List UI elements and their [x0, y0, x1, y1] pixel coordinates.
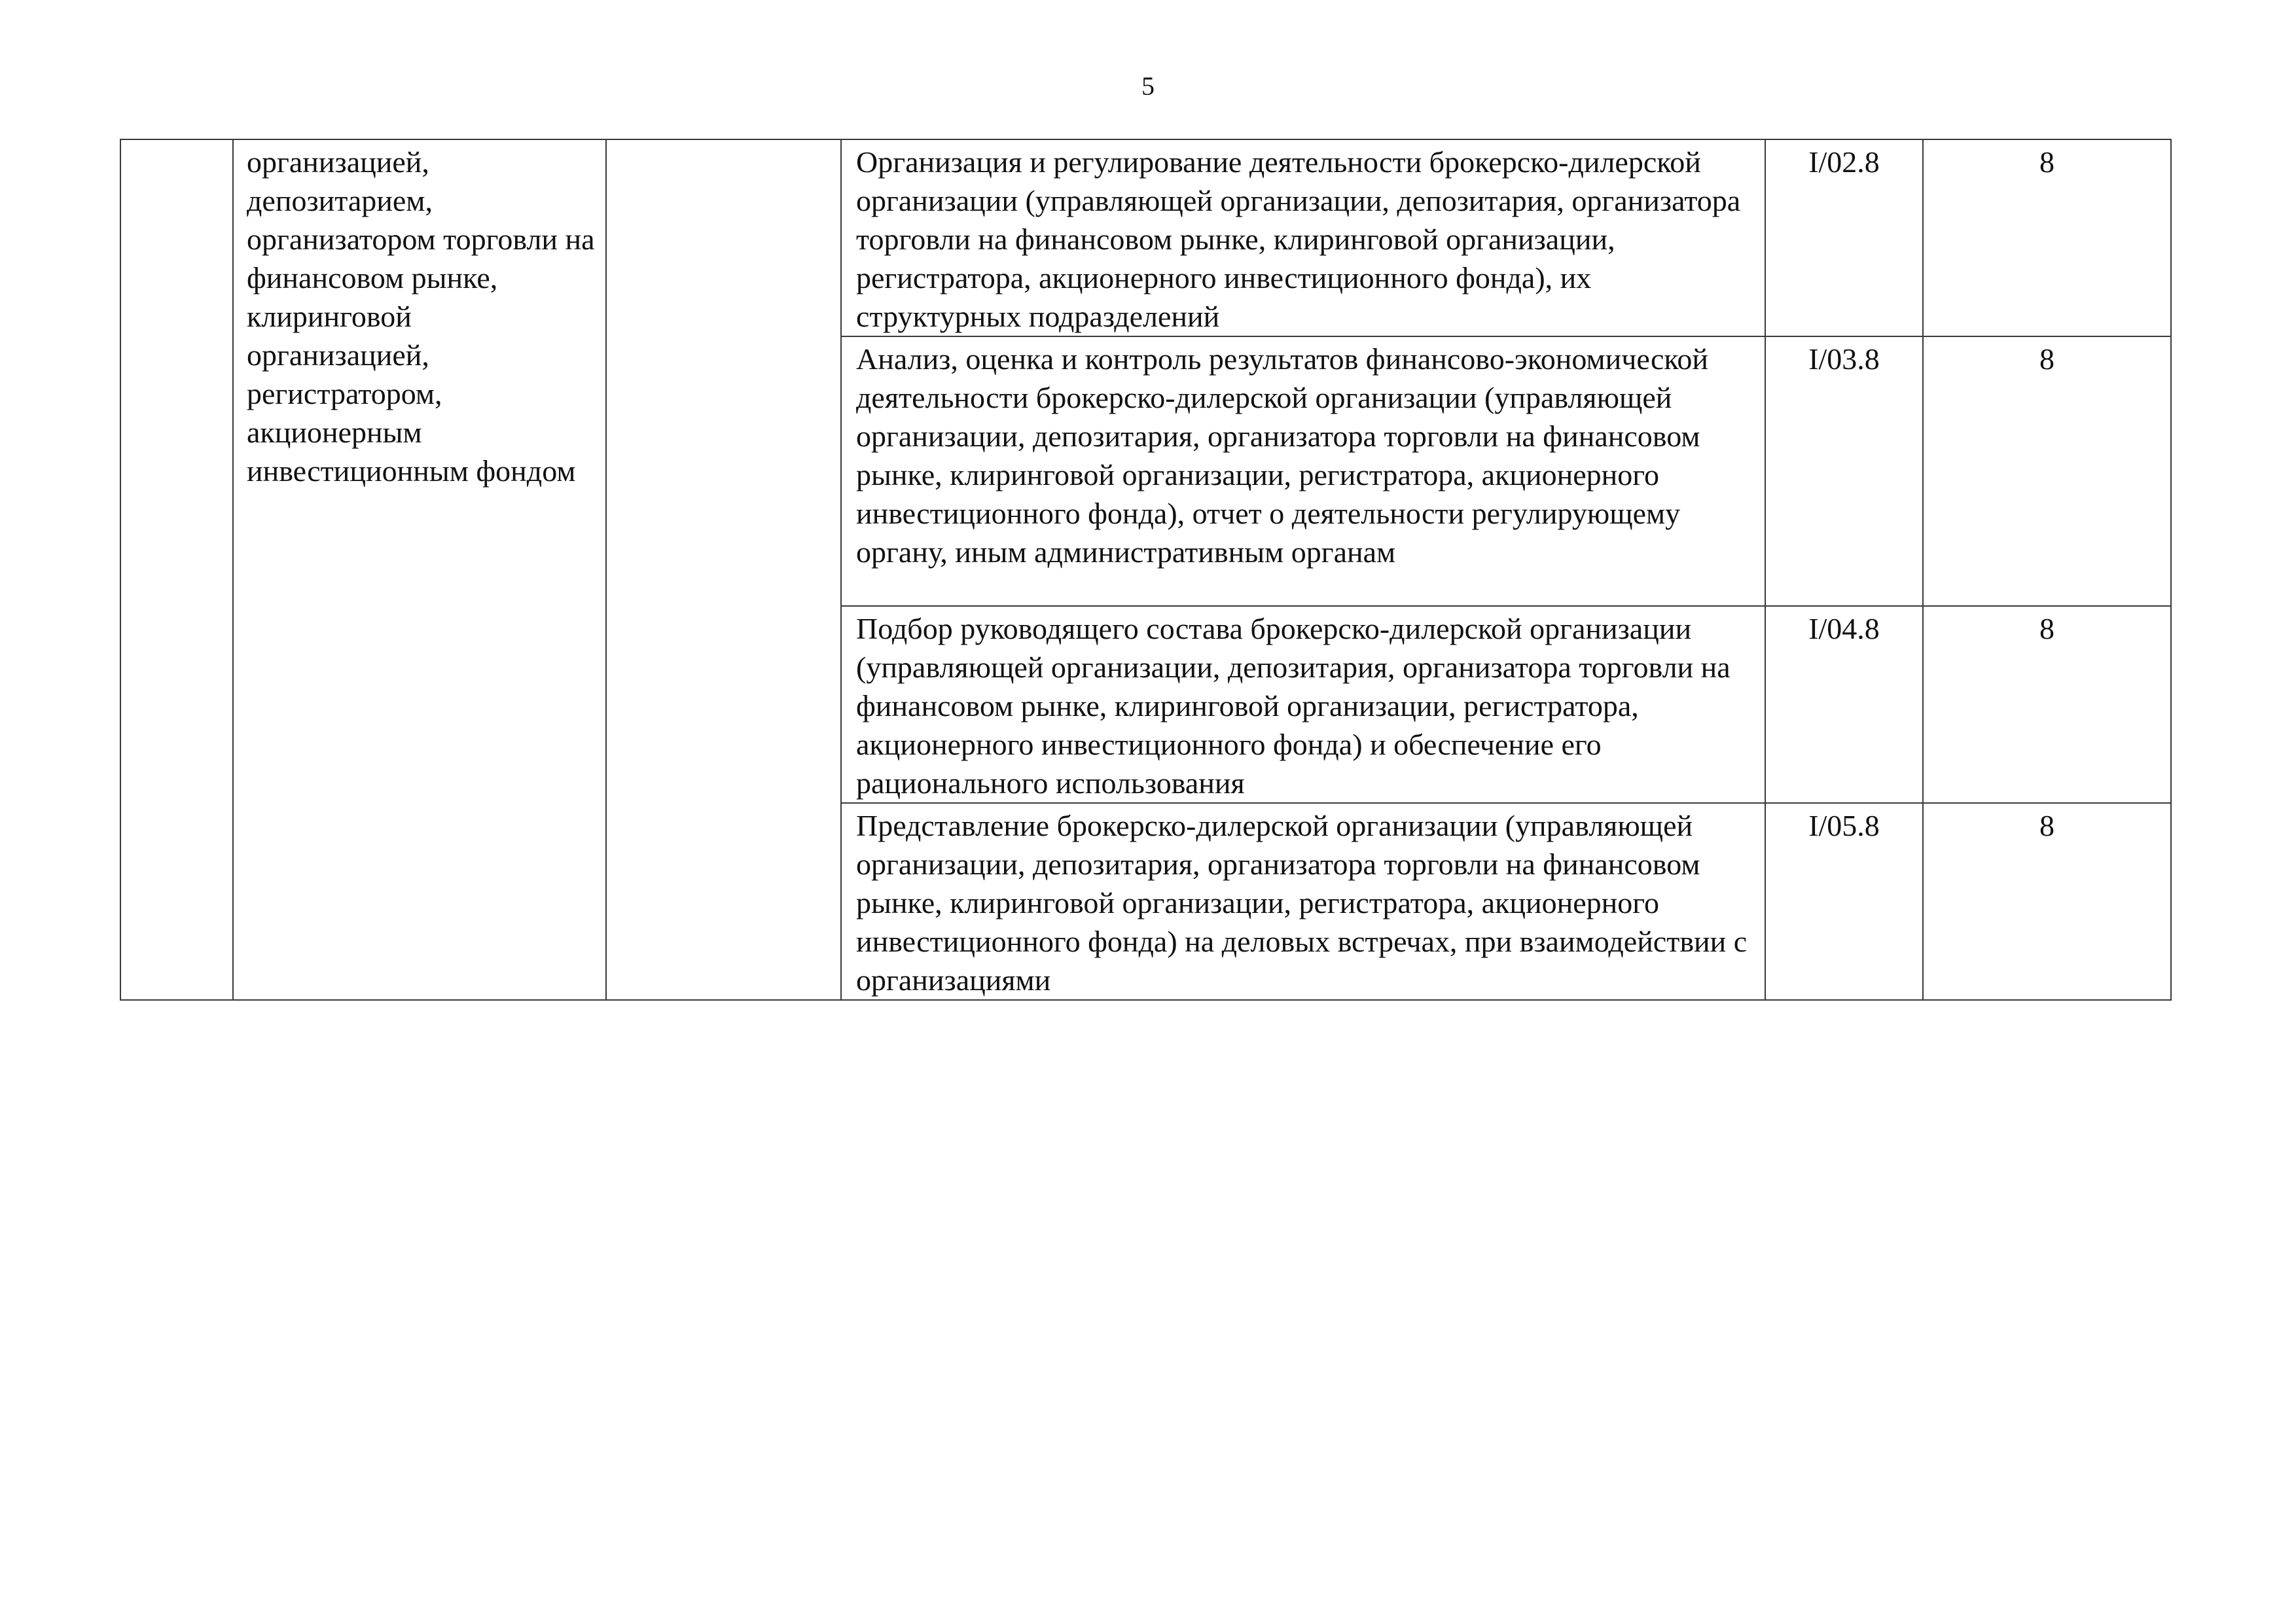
qualification-level: 8 [2039, 342, 2054, 376]
function-description: Анализ, оценка и контроль результатов финансово-экономической деятельности брокерско-дилерской организации (управляющей организации, депозитария, организатора торговли на финансовом рынке, клиринговой организации, регистратора, акционерного инвестиционного фонда), отчет о деятельности регулирующему органу, иным административным органам [856, 342, 1708, 569]
function-code: I/05.8 [1808, 809, 1880, 842]
qualification-level-cell [1923, 606, 2171, 803]
qualification-level: 8 [2039, 809, 2054, 842]
function-description: Организация и регулирование деятельности брокерско-дилерской организации (управляющей организации, депозитария, организатора торговли на финансовом рынке, клиринговой организации, регистратора, акционерного инвестиционного фонда), их структурных подразделений [856, 145, 1741, 333]
function-description-cell [841, 803, 1765, 1000]
qualification-level: 8 [2039, 612, 2054, 645]
function-code-cell [1765, 139, 1923, 336]
function-code: I/03.8 [1808, 342, 1880, 376]
function-code-cell [1765, 336, 1923, 606]
function-description-cell [841, 336, 1765, 606]
function-description: Подбор руководящего состава брокерско-дилерской организации (управляющей организации, депозитария, организатора торговли на финансовом рынке, клиринговой организации, регистратора, акционерного инвестиционного фонда) и обеспечение его рационального использования [856, 612, 1731, 800]
function-code-cell [1765, 803, 1923, 1000]
function-code: I/02.8 [1808, 145, 1880, 179]
table-cell-empty-third [606, 139, 841, 1000]
function-description-cell [841, 139, 1765, 336]
function-code: I/04.8 [1808, 612, 1880, 645]
organization-list-text: организацией, депозитарием, организатором торговли на финансовом рынке, клиринговой организацией, регистратором, акционерным инвестиционным фондом [247, 145, 595, 488]
qualification-level-cell [1923, 336, 2171, 606]
table-row [120, 139, 2171, 336]
organization-list-cell [233, 139, 606, 1000]
functions-table [120, 139, 2172, 1001]
qualification-level: 8 [2039, 145, 2054, 179]
function-description: Представление брокерско-дилерской организации (управляющей организации, депозитария, организатора торговли на финансовом рынке, клиринговой организации, регистратора, акционерного инвестиционного фонда) на деловых встречах, при взаимодействии с организациями [856, 809, 1748, 997]
table-cell-empty-first [120, 139, 233, 1000]
function-description-cell [841, 606, 1765, 803]
qualification-level-cell [1923, 803, 2171, 1000]
function-code-cell [1765, 606, 1923, 803]
page-number: 5 [1141, 71, 1155, 101]
qualification-level-cell [1923, 139, 2171, 336]
